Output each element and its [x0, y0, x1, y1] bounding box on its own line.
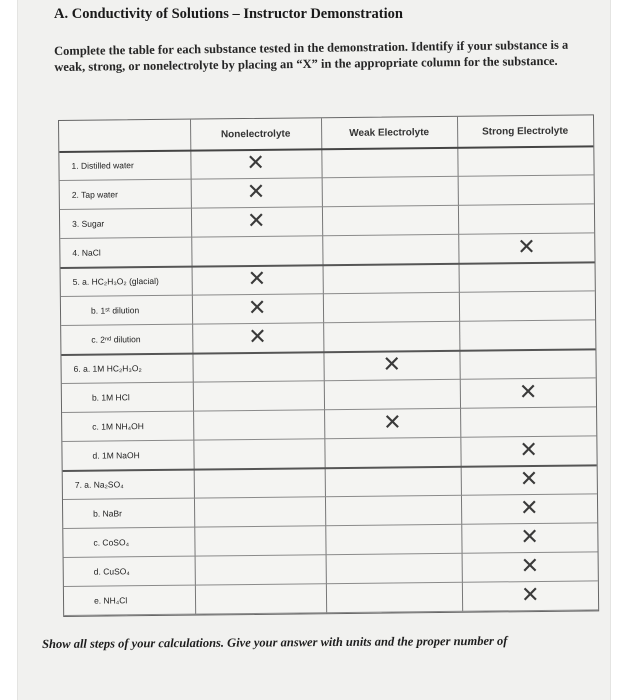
handwritten-x-mark: ✕: [519, 466, 539, 493]
worksheet-page: [18, 0, 610, 700]
row-label: 4. NaCl: [72, 247, 101, 258]
row-label: d. CuSO₄: [93, 566, 130, 577]
row-divider: [60, 232, 594, 239]
handwritten-x-mark: ✕: [382, 352, 402, 378]
handwritten-x-mark: ✕: [246, 179, 266, 206]
row-label: e. NH₄Cl: [93, 595, 128, 606]
row-divider: [62, 377, 596, 384]
header-divider: [59, 145, 593, 153]
row-label: c. CoSO₄: [93, 537, 130, 548]
row-divider: [61, 319, 595, 326]
row-divider: [61, 348, 595, 356]
row-label: c. 2ⁿᵈ dilution: [91, 334, 141, 345]
handwritten-x-mark: ✕: [520, 524, 539, 551]
column-header-nonelectrolyte: Nonelectrolyte: [220, 128, 291, 141]
handwritten-x-mark: ✕: [518, 379, 538, 406]
handwritten-x-mark: ✕: [517, 235, 536, 261]
column-divider: [321, 118, 327, 613]
row-label: c. 1M NH₄OH: [92, 421, 144, 432]
row-divider: [63, 464, 597, 472]
row-label: 7. a. Na₂SO₄: [74, 479, 124, 490]
row-label: 3. Sugar: [72, 218, 105, 229]
row-divider: [64, 580, 598, 587]
footer-instructions: Show all steps of your calculations. Give your answer with units and the proper number of: [42, 633, 508, 651]
handwritten-x-mark: ✕: [519, 437, 539, 464]
row-divider: [64, 609, 598, 616]
column-header-weak-electrolyte: Weak Electrolyte: [349, 127, 430, 139]
row-label: d. 1M NaOH: [92, 450, 140, 461]
row-label: 2. Tap water: [71, 189, 118, 200]
row-divider: [62, 406, 596, 413]
handwritten-x-mark: ✕: [519, 495, 539, 522]
section-heading: A. Conductivity of Solutions – Instructor Demonstration: [54, 6, 403, 22]
handwritten-x-mark: ✕: [383, 410, 402, 436]
row-divider: [60, 174, 594, 181]
row-label: 1. Distilled water: [71, 160, 134, 171]
column-header-strong-electrolyte: Strong Electrolyte: [482, 125, 569, 138]
handwritten-x-mark: ✕: [246, 150, 266, 177]
row-label: 6. a. 1M HC₂H₃O₂: [73, 363, 142, 374]
column-divider: [457, 117, 463, 612]
row-divider: [63, 493, 597, 500]
conductivity-table: [58, 114, 599, 617]
handwritten-x-mark: ✕: [247, 295, 267, 322]
instructions-text: Complete the table for each substance tested in the demonstration. Identify if your substance is a weak, strong, or nonelectrolyte by placing an “X” in the appropriate column for the substance.: [54, 37, 569, 74]
handwritten-x-mark: ✕: [248, 324, 267, 351]
row-label: b. NaBr: [93, 508, 123, 519]
row-divider: [64, 551, 598, 558]
row-divider: [61, 261, 595, 269]
column-divider: [190, 120, 196, 615]
row-divider: [63, 522, 597, 529]
row-label: 5. a. HC₂H₃O₂ (glacial): [72, 275, 159, 287]
row-divider: [61, 290, 595, 297]
handwritten-x-mark: ✕: [520, 553, 540, 580]
row-divider: [60, 203, 594, 210]
handwritten-x-mark: ✕: [246, 208, 266, 235]
handwritten-x-mark: ✕: [520, 582, 540, 609]
row-label: b. 1ˢᵗ dilution: [90, 305, 140, 316]
row-divider: [62, 435, 596, 442]
handwritten-x-mark: ✕: [247, 266, 267, 293]
row-label: b. 1M HCl: [91, 392, 130, 403]
